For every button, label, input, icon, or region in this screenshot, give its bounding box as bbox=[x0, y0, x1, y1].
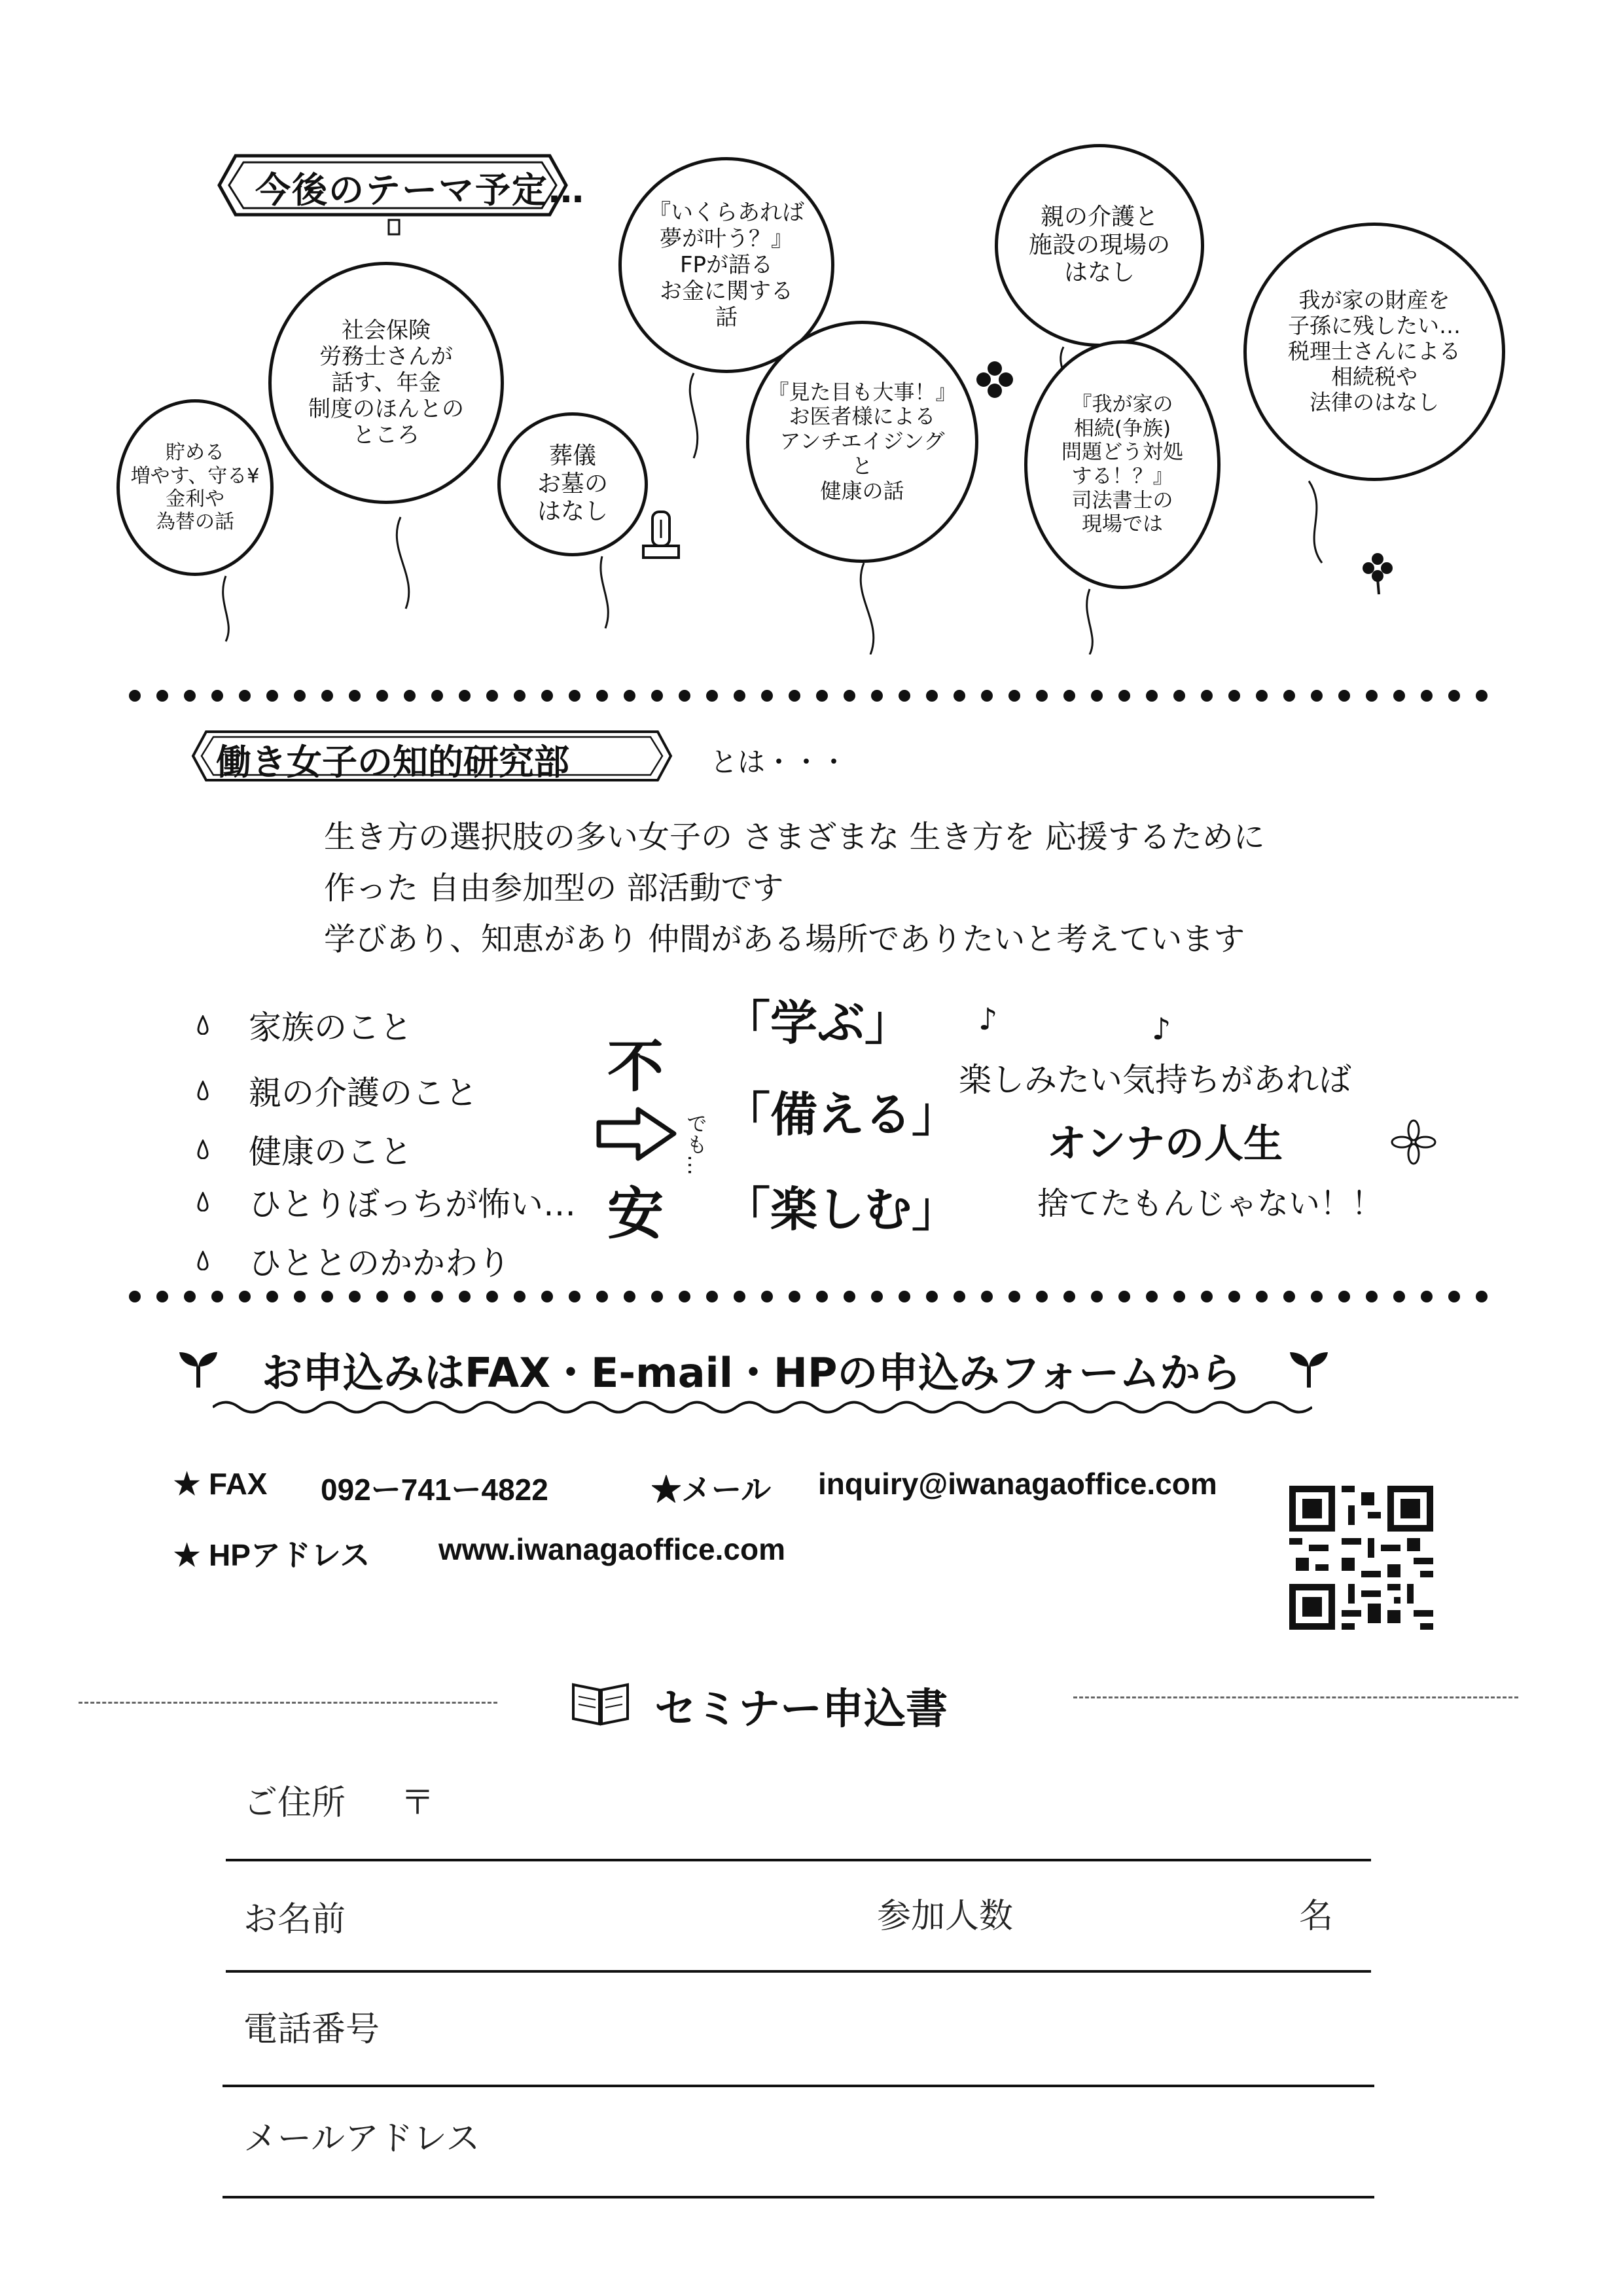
mail-address[interactable]: inquiry@iwanagaoffice.com bbox=[818, 1467, 1217, 1501]
club-title-suffix: とは・・・ bbox=[710, 746, 848, 778]
participants-label: 参加人数 bbox=[877, 1897, 1014, 1936]
balloon-pension: 社会保険 労務士さんが 話す、年金 制度のほんとの ところ bbox=[268, 262, 504, 504]
flower-icon bbox=[1391, 1119, 1436, 1165]
drop-icon bbox=[196, 1081, 209, 1100]
balloon-tax: 我が家の財産を 子孫に残したい… 税理士さんによる 相続税や 法律のはなし bbox=[1243, 223, 1505, 481]
drop-icon bbox=[196, 1251, 209, 1270]
balloon-anti-aging: 『見た目も大事！』 お医者様による アンチエイジング と 健康の話 bbox=[746, 321, 978, 563]
anxiety-char-1: 不 bbox=[607, 1034, 664, 1100]
demo-label: でも… bbox=[683, 1113, 708, 1175]
theme-banner-title: 今後のテーマ予定… bbox=[255, 170, 585, 211]
enjoy-line-2: オンナの人生 bbox=[1047, 1121, 1283, 1167]
goal-prepare: 「備える」 bbox=[723, 1087, 959, 1142]
name-field-line[interactable] bbox=[226, 1970, 1371, 1973]
drop-icon bbox=[196, 1015, 209, 1035]
club-desc-line-2: 作った 自由参加型の 部活動です bbox=[324, 870, 784, 906]
grave-icon bbox=[638, 504, 684, 563]
fax-label: ★ FAX bbox=[173, 1467, 268, 1501]
address-field-line[interactable] bbox=[226, 1859, 1371, 1861]
wavy-underline bbox=[213, 1394, 1312, 1420]
balloon-funeral: 葬儀 お墓の はなし bbox=[497, 412, 648, 556]
anxiety-char-2: 安 bbox=[607, 1181, 664, 1247]
balloon-inheritance: 『我が家の 相続(争族) 問題どう対処 する！？』 司法書士の 現場では bbox=[1024, 340, 1221, 589]
club-title: 働き女子の知的研究部 bbox=[216, 742, 569, 783]
dotted-divider-top bbox=[128, 689, 1502, 703]
phone-label: 電話番号 bbox=[243, 2010, 380, 2049]
arrow-right-icon bbox=[596, 1106, 677, 1162]
enjoy-line-3: 捨てたもんじゃない！！ bbox=[1037, 1185, 1383, 1222]
worry-item: 親の介護のこと bbox=[196, 1067, 478, 1114]
enjoy-line-1: 楽しみたい気持ちがあれば bbox=[959, 1061, 1351, 1099]
form-dashed-rule-right bbox=[1073, 1696, 1518, 1698]
fax-number: 092ー741ー4822 bbox=[321, 1473, 548, 1507]
music-note-icon: ♪ bbox=[978, 1001, 998, 1037]
apply-heading: お申込みはFAX・E-mail・HPの申込みフォームから bbox=[262, 1349, 1241, 1397]
book-icon bbox=[569, 1676, 632, 1728]
participants-unit: 名 bbox=[1299, 1897, 1334, 1936]
mail-label: ★メール bbox=[651, 1473, 772, 1507]
worry-item: ひとりぼっちが怖い… bbox=[196, 1178, 576, 1225]
name-label: お名前 bbox=[243, 1900, 346, 1939]
postal-mark: 〒 bbox=[401, 1784, 435, 1823]
drop-icon bbox=[196, 1192, 209, 1211]
email-label: メールアドレス bbox=[243, 2119, 480, 2159]
goal-enjoy: 「楽しむ」 bbox=[723, 1182, 959, 1237]
balloon-fp-money: 『いくらあれば 夢が叶う？』 FPが語る お金に関する 話 bbox=[618, 157, 834, 373]
flower-icon bbox=[1358, 550, 1397, 596]
form-dashed-rule-left bbox=[79, 1702, 497, 1704]
qr-code bbox=[1289, 1486, 1433, 1630]
email-field-line[interactable] bbox=[223, 2196, 1374, 2198]
balloon-care: 親の介護と 施設の現場の はなし bbox=[995, 144, 1204, 347]
sprout-icon bbox=[175, 1347, 221, 1390]
balloon-money: 貯める 増やす、守る¥ 金利や 為替の話 bbox=[116, 399, 274, 576]
club-desc-line-1: 生き方の選択肢の多い女子の さまざまな 生き方を 応援するために bbox=[324, 819, 1265, 855]
worry-item: 健康のこと bbox=[196, 1126, 412, 1173]
goal-learn: 「学ぶ」 bbox=[723, 996, 912, 1050]
address-label: ご住所 bbox=[243, 1784, 346, 1823]
form-title: セミナー申込書 bbox=[654, 1685, 948, 1734]
worry-item: 家族のこと bbox=[196, 1001, 412, 1049]
sprout-icon bbox=[1286, 1347, 1332, 1390]
drop-icon bbox=[196, 1139, 209, 1159]
phone-field-line[interactable] bbox=[223, 2085, 1374, 2087]
dotted-divider-bottom bbox=[128, 1289, 1502, 1304]
music-note-icon: ♪ bbox=[1152, 1011, 1171, 1047]
hp-url[interactable]: www.iwanagaoffice.com bbox=[438, 1532, 785, 1566]
club-desc-line-3: 学びあり、知恵があり 仲間がある場所でありたいと考えています bbox=[324, 921, 1245, 958]
clover-icon bbox=[972, 357, 1018, 403]
worry-item: ひととのかかわり bbox=[196, 1237, 510, 1284]
hp-label: ★ HPアドレス bbox=[173, 1538, 370, 1572]
